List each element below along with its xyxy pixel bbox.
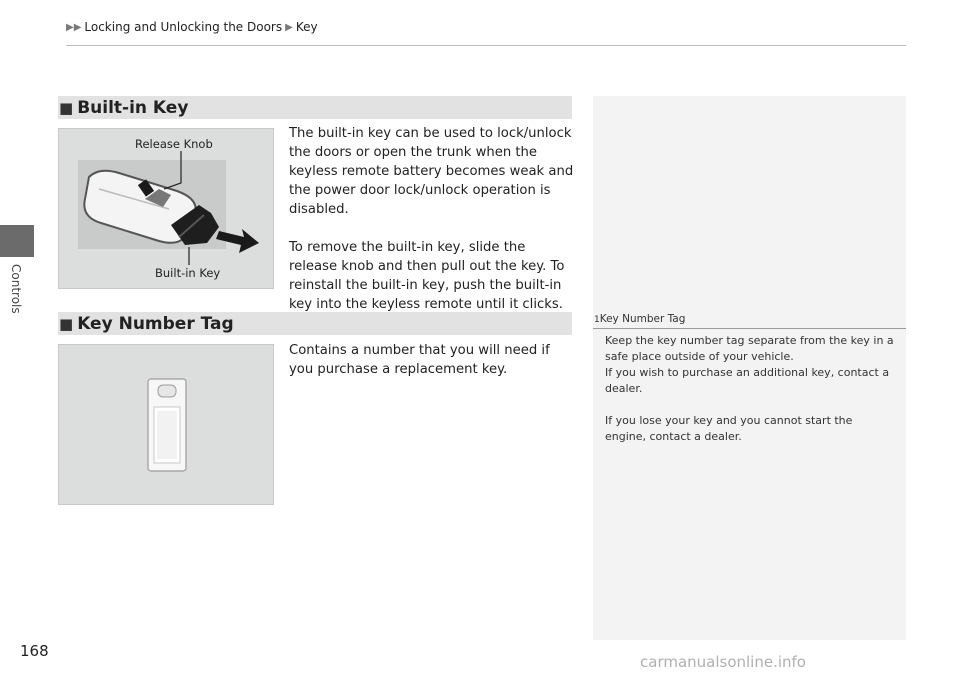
- key-number-tag-text: [289, 341, 575, 379]
- breadcrumb: [66, 20, 318, 34]
- builtin-key-paragraph-1: The built-in key can be used to lock/unlock the doors or open the trunk when the keyless remote battery becomes weak and the power door lock/unlock operation is disabled.: [289, 126, 574, 217]
- key-tag-illustration: [59, 345, 273, 504]
- key-number-tag-paragraph: Contains a number that you will need if you purchase a replacement key.: [289, 343, 550, 377]
- section-header-key-number-tag: [58, 312, 572, 335]
- note-title: Key Number Tag: [599, 313, 686, 325]
- builtin-key-label: Built-in Key: [155, 266, 221, 280]
- note-paragraph-1: Keep the key number tag separate from the key in a safe place outside of your vehicle.: [605, 334, 894, 363]
- top-divider: [66, 45, 906, 46]
- builtin-key-paragraph-2: To remove the built-in key, slide the release knob and then pull out the key. To reinstall the built-in key, push the built-in key into the keyless remote until it clicks.: [289, 240, 565, 312]
- keyless-remote-illustration: [59, 129, 273, 288]
- note-body: [605, 333, 895, 445]
- black-square-icon: ■: [59, 98, 74, 117]
- builtin-key-text: [289, 124, 575, 314]
- builtin-key-figure: [58, 128, 274, 289]
- section-title: Built-in Key: [77, 97, 189, 118]
- note-header: [593, 313, 906, 329]
- note-paragraph-2: If you wish to purchase an additional key, contact a dealer.: [605, 366, 890, 395]
- breadcrumb-link-key[interactable]: Key: [295, 20, 318, 34]
- double-right-arrow-icon: ▶▶: [66, 21, 82, 33]
- release-knob-label: Release Knob: [135, 137, 213, 151]
- page-number: 168: [20, 642, 49, 660]
- chapter-tab[interactable]: [0, 225, 34, 257]
- key-number-tag-figure: [58, 344, 274, 505]
- section-title: Key Number Tag: [77, 313, 234, 334]
- section-header-builtin-key: [58, 96, 572, 119]
- watermark: carmanualsonline.info: [640, 653, 806, 671]
- note-paragraph-3: If you lose your key and you cannot start the engine, contact a dealer.: [605, 414, 853, 443]
- chapter-label: Controls: [9, 264, 23, 314]
- black-square-icon: ■: [59, 314, 74, 333]
- reference-icon: 1: [594, 315, 600, 325]
- right-arrow-icon: ▶: [285, 21, 293, 33]
- breadcrumb-link-locking[interactable]: Locking and Unlocking the Doors: [84, 20, 283, 34]
